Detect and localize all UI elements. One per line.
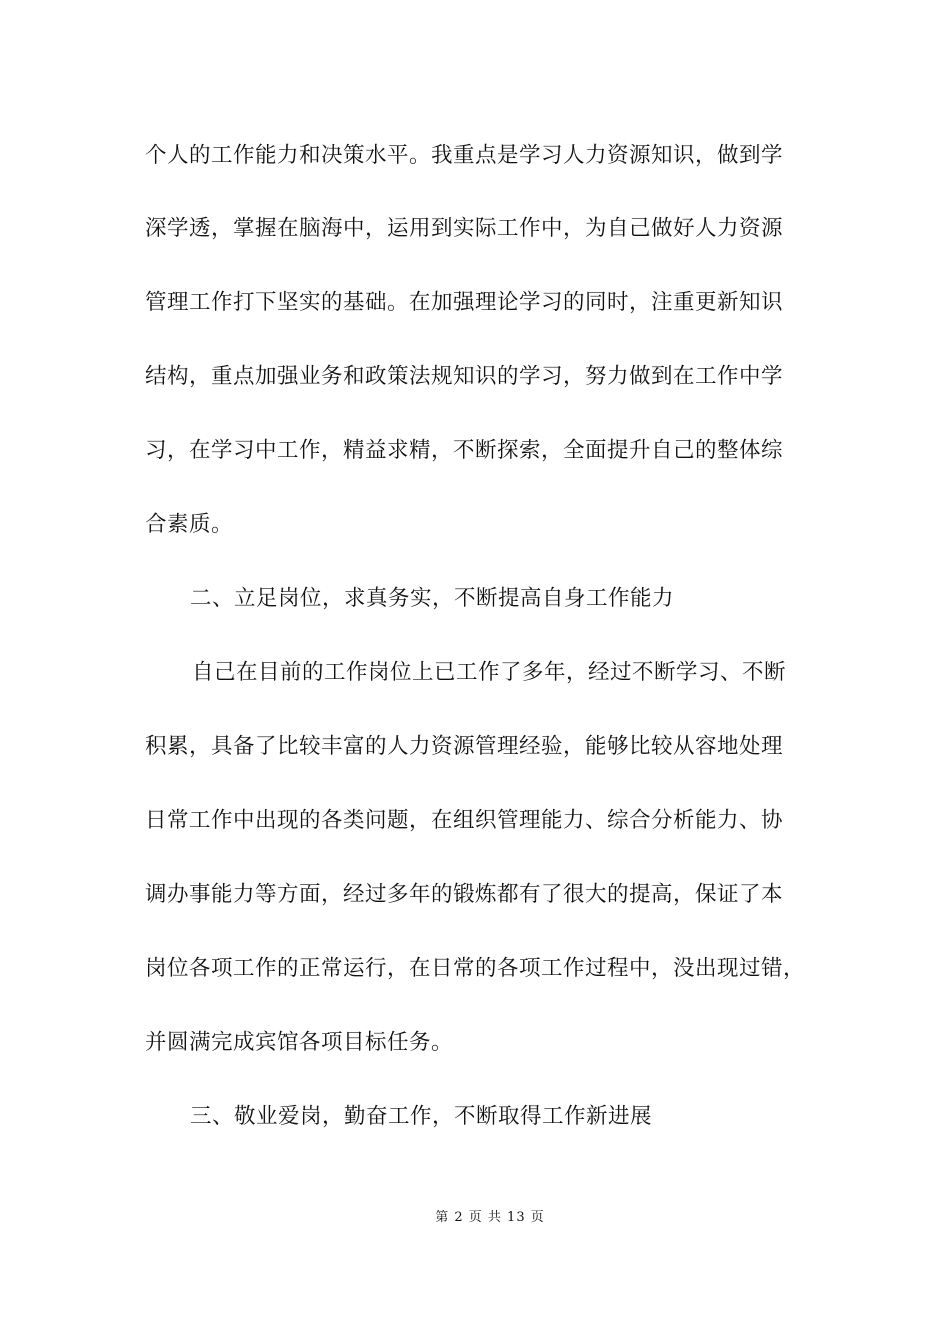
paragraph-line: 日常工作中出现的各类问题，在组织管理能力、综合分析能力、协: [145, 808, 784, 833]
paragraph-line: 自己在目前的工作岗位上已工作了多年，经过不断学习、不断: [192, 660, 787, 685]
paragraph-line: 合素质。: [145, 512, 234, 537]
section-heading-2: 二、立足岗位，求真务实，不断提高自身工作能力: [190, 586, 675, 611]
paragraph-line: 结构，重点加强业务和政策法规知识的学习，努力做到在工作中学: [145, 364, 784, 389]
paragraph-line: 管理工作打下坚实的基础。在加强理论学习的同时，注重更新知识: [145, 290, 784, 315]
section-heading-3: 三、敬业爱岗，勤奋工作，不断取得工作新进展: [190, 1104, 653, 1129]
paragraph-line: 调办事能力等方面，经过多年的锻炼都有了很大的提高，保证了本: [145, 882, 784, 907]
page-number-footer: 第 2 页 共 13 页: [435, 1210, 545, 1225]
paragraph-line: 深学透，掌握在脑海中，运用到实际工作中，为自己做好人力资源: [145, 216, 784, 241]
paragraph-line: 个人的工作能力和决策水平。我重点是学习人力资源知识，做到学: [145, 143, 784, 168]
paragraph-line: 积累，具备了比较丰富的人力资源管理经验，能够比较从容地处理: [145, 734, 784, 759]
paragraph-line: 并圆满完成宾馆各项目标任务。: [145, 1030, 454, 1055]
paragraph-line: 习，在学习中工作，精益求精，不断探索，全面提升自己的整体综: [145, 438, 784, 463]
paragraph-line: 岗位各项工作的正常运行，在日常的各项工作过程中，没出现过错，: [145, 956, 806, 981]
